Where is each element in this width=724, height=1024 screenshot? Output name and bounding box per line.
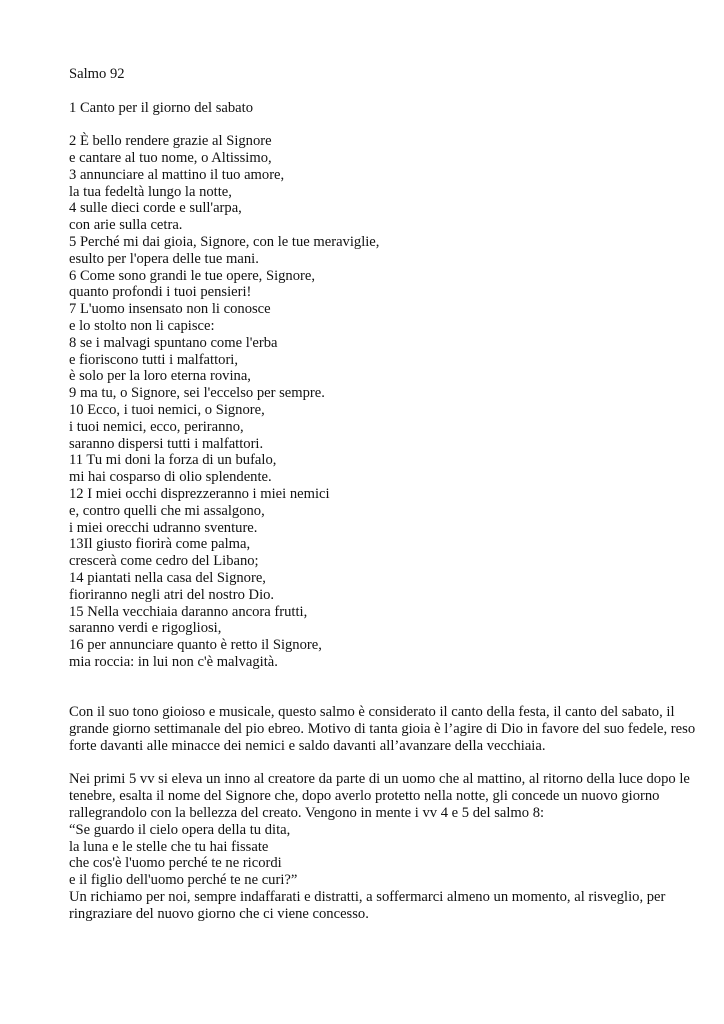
psalm-line: 2 È bello rendere grazie al Signore <box>69 133 272 150</box>
quote-line: la luna e le stelle che tu hai fissate <box>69 838 269 855</box>
psalm-line: esulto per l'opera delle tue mani. <box>69 250 259 267</box>
psalm-line: 6 Come sono grandi le tue opere, Signore, <box>69 267 316 284</box>
psalm-line: mia roccia: in lui non c'è malvagità. <box>69 653 278 670</box>
psalm-line: 14 piantati nella casa del Signore, <box>69 569 266 586</box>
psalm-line: 11 Tu mi doni la forza di un bufalo, <box>69 452 277 469</box>
quote-line: “Se guardo il cielo opera della tu dita, <box>69 821 291 838</box>
psalm-line: 12 I miei occhi disprezzeranno i miei nemici <box>69 485 330 502</box>
commentary <box>69 704 699 922</box>
psalm-line: saranno verdi e rigogliosi, <box>69 620 222 637</box>
psalm-line: 8 se i malvagi spuntano come l'erba <box>69 334 278 351</box>
commentary-paragraph-2-outro: Un richiamo per noi, sempre indaffarati e distratti, a soffermarci almeno un momento, al risveglio, per ringraziare del nuovo giorno che ci viene concesso. <box>69 889 666 922</box>
quote-line: che cos'è l'uomo perché te ne ricordi <box>69 855 282 872</box>
document-page <box>69 66 699 939</box>
quote-line: e il figlio dell'uomo perché te ne curi?” <box>69 872 298 889</box>
psalm-line: 13Il giusto fiorirà come palma, <box>69 536 251 553</box>
psalm-line: fioriranno negli atri del nostro Dio. <box>69 586 275 603</box>
commentary-paragraph-1: Con il suo tono gioioso e musicale, questo salmo è considerato il canto della festa, il canto del sabato, il grande giorno settimanale del pio ebreo. Motivo di tanta gioia è l’agire di Dio in favore del suo fedele, reso forte davanti alle minacce dei nemici e saldo davanti all’avanzare della vecchiaia. <box>69 704 696 754</box>
psalm-line: e fioriscono tutti i malfattori, <box>69 351 239 368</box>
psalm-line: e, contro quelli che mi assalgono, <box>69 502 265 519</box>
psalm-line: e lo stolto non li capisce: <box>69 317 215 334</box>
psalm-line: e cantare al tuo nome, o Altissimo, <box>69 149 272 166</box>
commentary-paragraph-2 <box>69 771 699 922</box>
psalm-text <box>69 133 699 671</box>
psalm-line: quanto profondi i tuoi pensieri! <box>69 284 252 301</box>
document-title: Salmo 92 <box>69 66 125 82</box>
psalm-line: è solo per la loro eterna rovina, <box>69 368 251 385</box>
psalm-line: 5 Perché mi dai gioia, Signore, con le tue meraviglie, <box>69 233 380 250</box>
psalm-line: crescerà come cedro del Libano; <box>69 553 259 570</box>
psalm-line: la tua fedeltà lungo la notte, <box>69 183 232 200</box>
psalm-line: 7 L'uomo insensato non li conosce <box>69 301 271 318</box>
psalm-line: 4 sulle dieci corde e sull'arpa, <box>69 200 242 217</box>
psalm-line: saranno dispersi tutti i malfattori. <box>69 435 264 452</box>
psalm-line: 10 Ecco, i tuoi nemici, o Signore, <box>69 401 265 418</box>
psalm-line: con arie sulla cetra. <box>69 217 183 234</box>
psalm-line: 3 annunciare al mattino il tuo amore, <box>69 166 285 183</box>
psalm-line: 9 ma tu, o Signore, sei l'eccelso per sempre. <box>69 385 325 402</box>
psalm-line: i miei orecchi udranno sventure. <box>69 519 258 536</box>
psalm-line: i tuoi nemici, ecco, periranno, <box>69 418 244 435</box>
psalm-line: 16 per annunciare quanto è retto il Signore, <box>69 637 322 654</box>
commentary-paragraph-2-intro: Nei primi 5 vv si eleva un inno al creatore da parte di un uomo che al mattino, al ritorno della luce dopo le tenebre, esalta il nome del Signore che, dopo averlo protetto nella notte, gli concede un nuovo giorno rallegrandolo con la bellezza del creato. Vengono in mente i vv 4 e 5 del salmo 8: <box>69 771 690 822</box>
psalm-line: 15 Nella vecchiaia daranno ancora frutti, <box>69 603 308 620</box>
psalm-line: mi hai cosparso di olio splendente. <box>69 469 272 486</box>
psalm-superscription: 1 Canto per il giorno del sabato <box>69 99 254 116</box>
